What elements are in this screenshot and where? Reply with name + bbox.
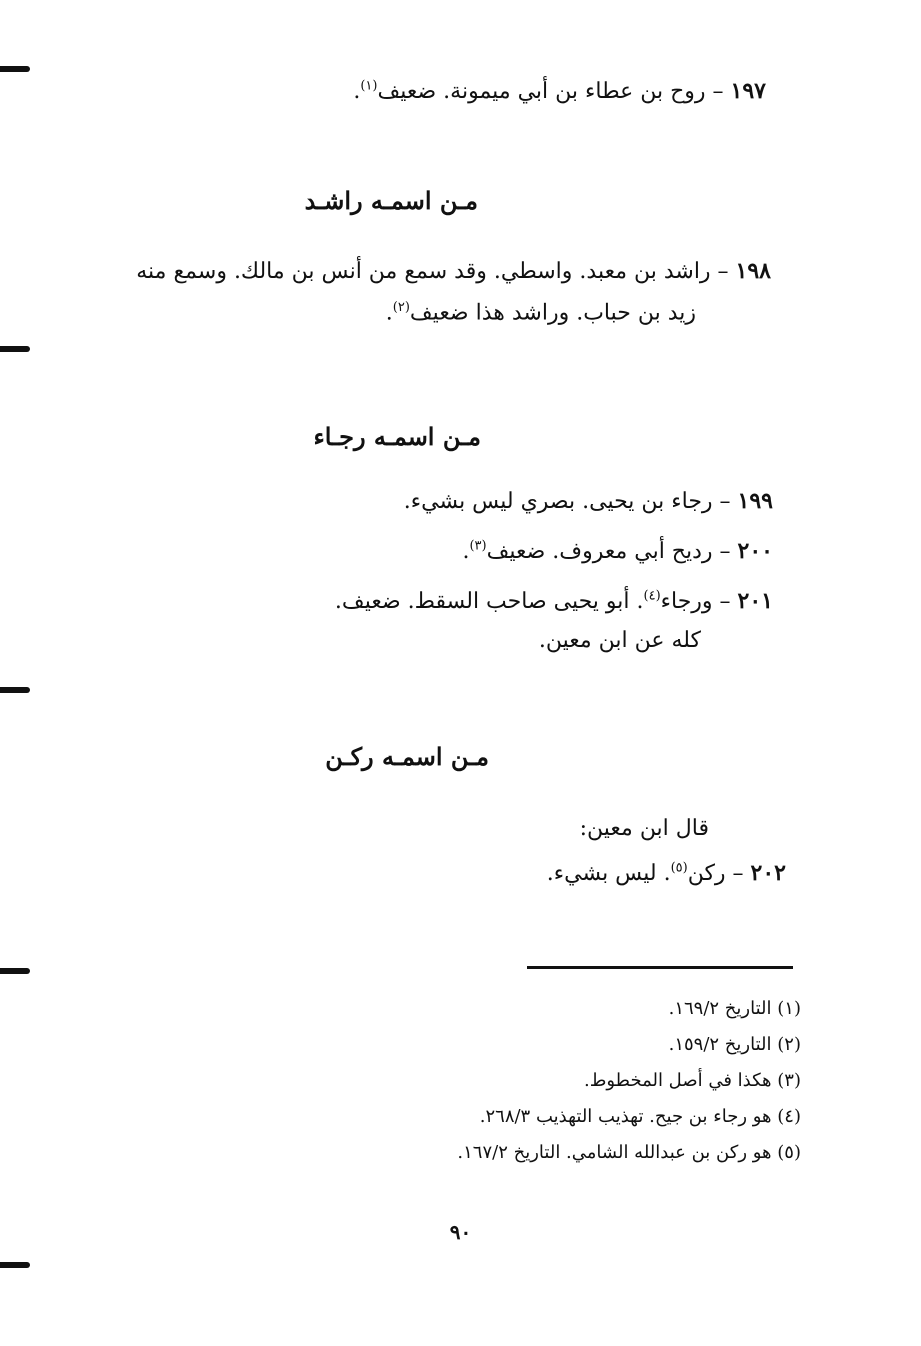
section-heading: مـن اسمـه رجـاء bbox=[313, 422, 481, 451]
entry-number: ١٩٧ bbox=[730, 78, 766, 104]
entry-number: ٢٠٠ bbox=[737, 538, 773, 564]
footnote-text: هو ركن بن عبدالله الشامي. التاريخ ١٦٧/٢. bbox=[457, 1142, 772, 1163]
binding-mark bbox=[0, 968, 30, 974]
footnote-number: (٣) bbox=[777, 1070, 801, 1091]
footnote-text: التاريخ ١٦٩/٢. bbox=[668, 998, 772, 1019]
entry-text: . ليس بشيء. bbox=[546, 861, 671, 886]
section-heading: مـن اسمـه ركـن bbox=[325, 742, 489, 771]
entry-text: كله عن ابن معين. bbox=[538, 628, 701, 653]
entry-text: – ورجاء bbox=[660, 589, 731, 614]
entry-201-line2 bbox=[539, 628, 701, 654]
footnote-ref: (٣) bbox=[469, 538, 487, 554]
entry-198-line2 bbox=[386, 300, 696, 327]
entry-number: ١٩٩ bbox=[737, 488, 773, 514]
footnote-number: (٤) bbox=[777, 1106, 801, 1127]
footnote-separator bbox=[527, 966, 793, 969]
footnote bbox=[480, 1106, 801, 1128]
footnote-ref: (١) bbox=[360, 78, 378, 94]
entry-end: . bbox=[462, 539, 470, 564]
entry-202 bbox=[547, 860, 786, 887]
entry-number: ٢٠١ bbox=[737, 588, 773, 614]
footnote-ref: (٤) bbox=[643, 588, 661, 604]
entry-text: – راشد بن معبد. واسطي. وقد سمع من أنس بن مالك. وسمع منه bbox=[136, 259, 729, 284]
binding-mark bbox=[0, 346, 30, 352]
entry-text: – ركن bbox=[687, 861, 744, 886]
footnote bbox=[457, 1142, 801, 1164]
footnote bbox=[669, 998, 801, 1020]
footnote-text: التاريخ ١٥٩/٢. bbox=[668, 1034, 772, 1055]
footnote-number: (١) bbox=[777, 998, 801, 1019]
entry-201 bbox=[335, 588, 773, 615]
entry-end: . bbox=[385, 300, 393, 326]
entry-199 bbox=[404, 488, 773, 515]
footnote-text: هكذا في أصل المخطوط. bbox=[584, 1070, 772, 1091]
footnote-number: (٢) bbox=[777, 1034, 801, 1055]
entry-text: – روح بن عطاء بن أبي ميمونة. ضعيف bbox=[377, 79, 724, 104]
qala-line: قال ابن معين: bbox=[579, 816, 709, 841]
entry-end: . bbox=[353, 79, 361, 104]
binding-mark bbox=[0, 1262, 30, 1268]
entry-text: زيد بن حباب. وراشد هذا ضعيف bbox=[409, 300, 696, 326]
footnote-number: (٥) bbox=[777, 1142, 801, 1163]
footnote-ref: (٥) bbox=[670, 860, 688, 876]
entry-text: – رجاء بن يحيى. بصري ليس بشيء. bbox=[403, 489, 731, 514]
entry-200 bbox=[462, 538, 773, 565]
entry-text: . أبو يحيى صاحب السقط. ضعيف. bbox=[334, 589, 644, 614]
footnote-ref: (٢) bbox=[392, 300, 410, 315]
footnote-text: هو رجاء بن جيح. تهذيب التهذيب ٢٦٨/٣. bbox=[479, 1106, 772, 1127]
entry-number: ١٩٨ bbox=[735, 258, 771, 284]
binding-mark bbox=[0, 687, 30, 693]
entry-197 bbox=[353, 78, 766, 105]
entry-198 bbox=[136, 258, 771, 285]
footnote bbox=[669, 1034, 801, 1056]
section-heading: مـن اسمـه راشـد bbox=[304, 186, 478, 215]
page-number: ٩٠ bbox=[449, 1220, 472, 1244]
entry-text: – رديح أبي معروف. ضعيف bbox=[486, 539, 731, 564]
entry-number: ٢٠٢ bbox=[750, 860, 786, 886]
binding-mark bbox=[0, 66, 30, 72]
footnote bbox=[584, 1070, 801, 1092]
